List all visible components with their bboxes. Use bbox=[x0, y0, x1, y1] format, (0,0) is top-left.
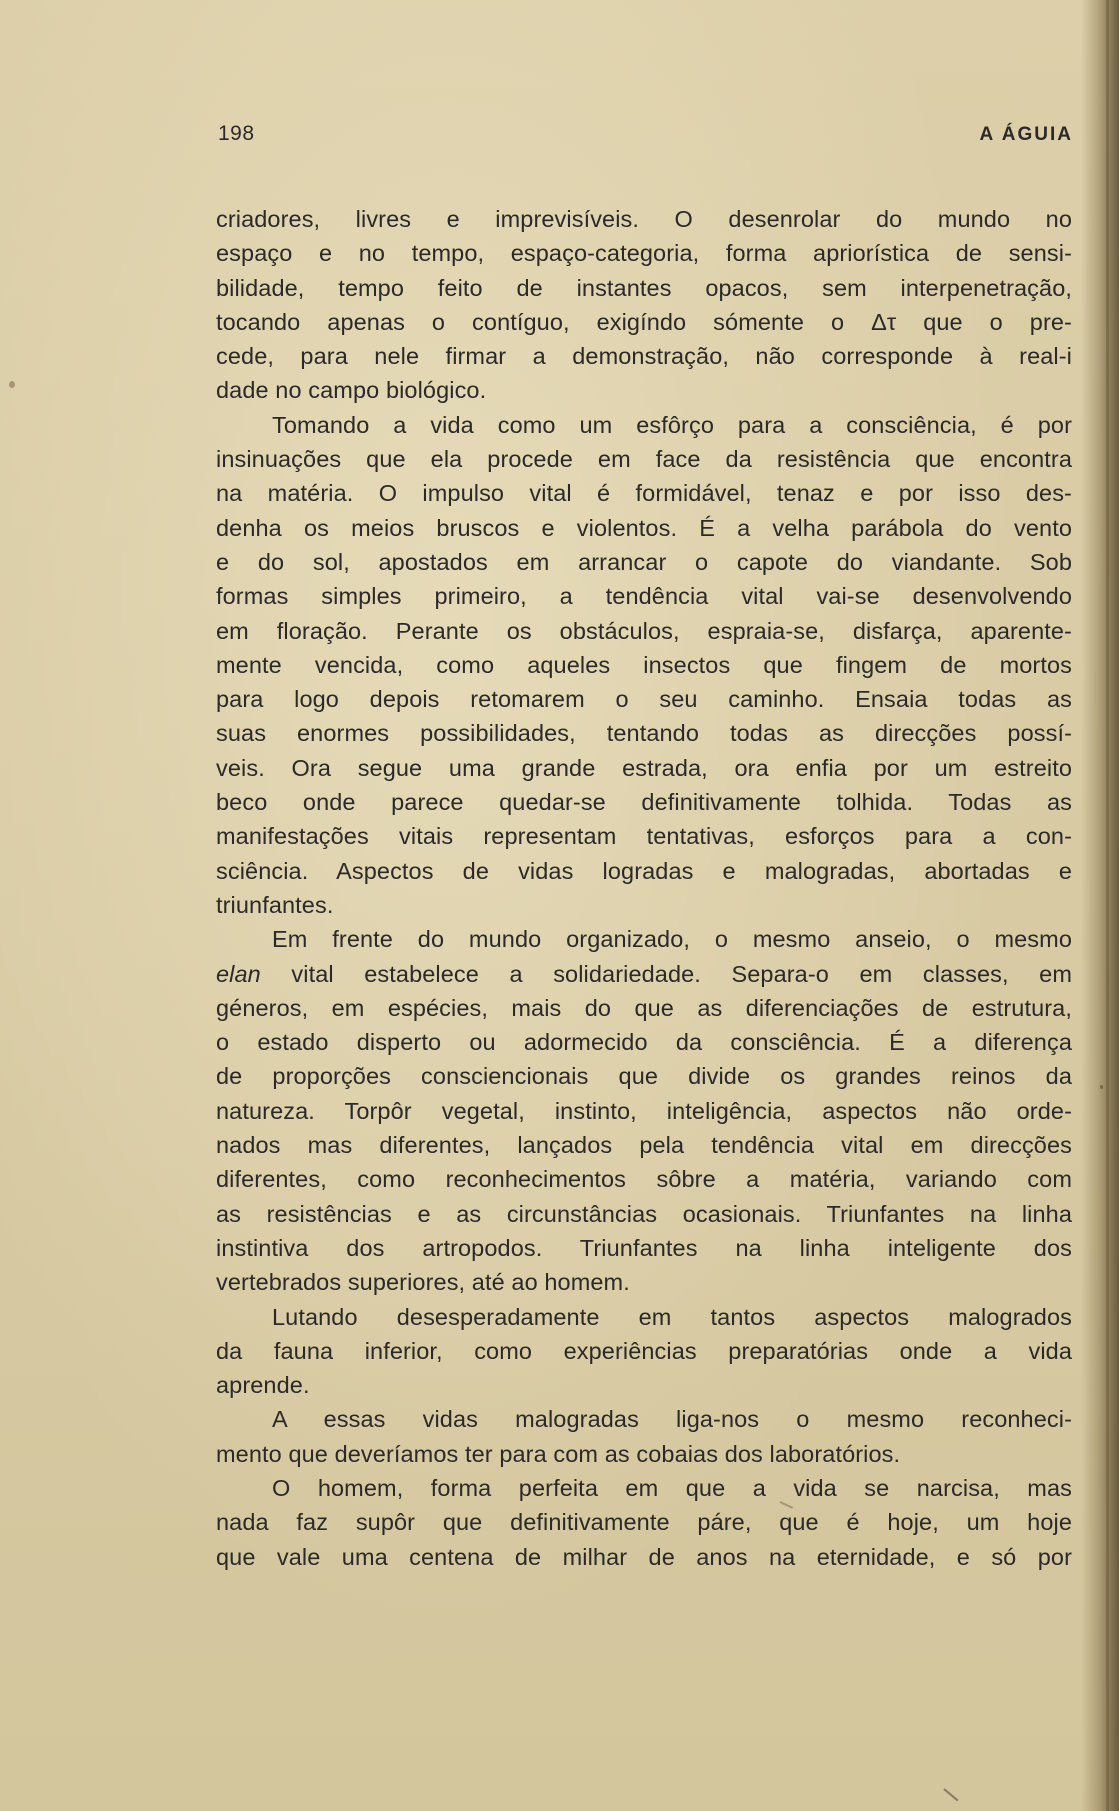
text-line: suas enormes possibilidades, tentando todas as direcções possí- bbox=[216, 720, 1072, 747]
ink-speck bbox=[1100, 1085, 1103, 1089]
text-line: aprende. bbox=[216, 1372, 310, 1399]
running-head bbox=[218, 122, 1073, 152]
text-line: que vale uma centena de milhar de anos na eternidade, e só por bbox=[216, 1543, 1072, 1570]
text-line: dade no campo biológico. bbox=[216, 377, 487, 404]
text-line: géneros, em espécies, mais do que as diferenciações de estrutura, bbox=[216, 994, 1072, 1021]
text-line: formas simples primeiro, a tendência vital vai-se desenvolvendo bbox=[216, 583, 1072, 610]
text-line: natureza. Torpôr vegetal, instinto, inteligência, aspectos não orde- bbox=[216, 1097, 1072, 1124]
text-line: espaço e no tempo, espaço-categoria, forma apriorística de sensi- bbox=[216, 240, 1072, 267]
ink-speck bbox=[9, 381, 15, 388]
text-line: e do sol, apostados em arrancar o capote do viandante. Sob bbox=[216, 548, 1072, 575]
page-edge-shadow bbox=[1081, 0, 1119, 1811]
text-line: denha os meios bruscos e violentos. É a velha parábola do vento bbox=[216, 514, 1072, 541]
text-line: insinuações que ela procede em face da resistência que encontra bbox=[216, 446, 1072, 473]
text-line: o estado disperto ou adormecido da consciência. É a diferença bbox=[216, 1029, 1072, 1056]
ink-scratch bbox=[943, 1788, 958, 1801]
text-line: manifestações vitais representam tentativas, esforços para a con- bbox=[216, 823, 1072, 850]
text-line: nada faz supôr que definitivamente páre, que é hoje, um hoje bbox=[216, 1509, 1072, 1536]
text-line: vertebrados superiores, até ao homem. bbox=[216, 1269, 630, 1296]
italic-word: elan bbox=[216, 960, 261, 987]
text-line: O homem, forma perfeita em que a vida se narcisa, mas bbox=[272, 1474, 1072, 1501]
page-edge-line bbox=[1106, 0, 1109, 1811]
text-line: em floração. Perante os obstáculos, espraia-se, disfarça, aparente- bbox=[216, 617, 1072, 644]
text-line: instintiva dos artropodos. Triunfantes na linha inteligente dos bbox=[216, 1234, 1072, 1261]
text-line: criadores, livres e imprevisíveis. O desenrolar do mundo no bbox=[216, 206, 1072, 232]
text-line: sciência. Aspectos de vidas logradas e malogradas, abortadas e bbox=[216, 857, 1072, 884]
text-line bbox=[216, 957, 1072, 991]
text-line: as resistências e as circunstâncias ocasionais. Triunfantes na linha bbox=[216, 1200, 1072, 1227]
text-line: tocando apenas o contíguo, exigíndo sómente o Δτ que o pre- bbox=[216, 308, 1072, 335]
text-line: na matéria. O impulso vital é formidável, tenaz e por isso des- bbox=[216, 480, 1072, 507]
text-line: diferentes, como reconhecimentos sôbre a matéria, variando com bbox=[216, 1166, 1072, 1193]
text-line: cede, para nele firmar a demonstração, não corresponde à real-i bbox=[216, 343, 1072, 370]
text-line: beco onde parece quedar-se definitivamente tolhida. Todas as bbox=[216, 789, 1072, 816]
journal-title: A ÁGUIA bbox=[979, 124, 1073, 145]
page-number: 198 bbox=[218, 122, 255, 145]
line-text: vital estabelece a solidariedade. Separa-o em classes, em bbox=[291, 960, 1072, 987]
body-text bbox=[216, 202, 1072, 1574]
text-line: Tomando a vida como um esfôrço para a consciência, é por bbox=[272, 411, 1072, 438]
text-line: veis. Ora segue uma grande estrada, ora enfia por um estreito bbox=[216, 754, 1072, 781]
text-line: Lutando desesperadamente em tantos aspectos malogrados bbox=[272, 1303, 1072, 1330]
text-line: Em frente do mundo organizado, o mesmo anseio, o mesmo bbox=[272, 926, 1072, 953]
text-line: mento que deveríamos ter para com as cobaias dos laboratórios. bbox=[216, 1440, 901, 1467]
text-line: para logo depois retomarem o seu caminho. Ensaia todas as bbox=[216, 686, 1072, 713]
text-line: da fauna inferior, como experiências preparatórias onde a vida bbox=[216, 1337, 1072, 1364]
text-line: de proporções consciencionais que divide os grandes reinos da bbox=[216, 1063, 1072, 1090]
text-line: nados mas diferentes, lançados pela tendência vital em direcções bbox=[216, 1132, 1072, 1159]
text-line: triunfantes. bbox=[216, 891, 334, 918]
text-line: A essas vidas malogradas liga-nos o mesmo reconheci- bbox=[272, 1406, 1072, 1433]
text-line: mente vencida, como aqueles insectos que fingem de mortos bbox=[216, 651, 1072, 678]
text-line: bilidade, tempo feito de instantes opacos, sem interpenetração, bbox=[216, 274, 1072, 301]
